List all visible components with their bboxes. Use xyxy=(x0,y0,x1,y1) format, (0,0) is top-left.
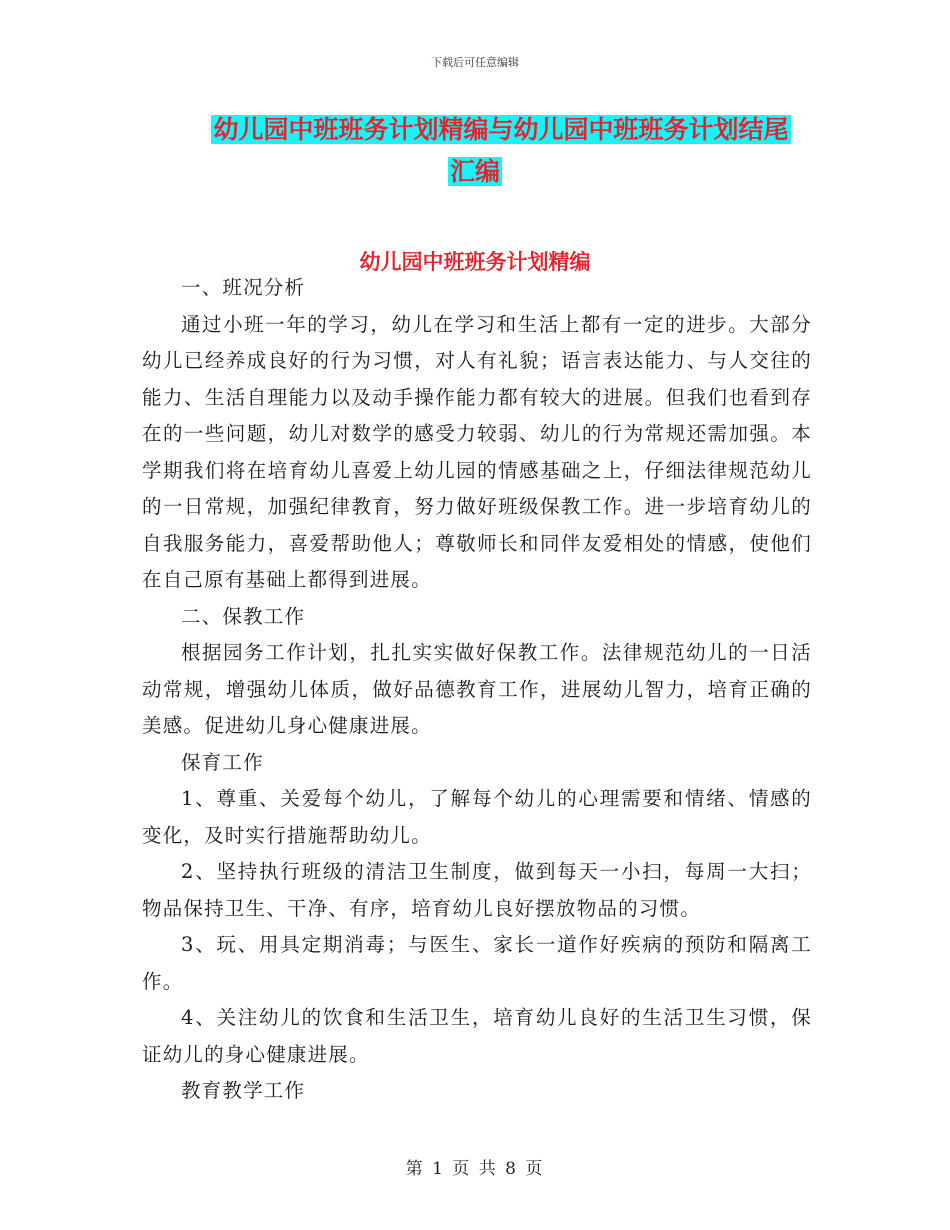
document-title-line-2 xyxy=(0,152,950,192)
document-title-text-2: 汇编 xyxy=(449,157,500,186)
paragraph-care-education: 根据园务工作计划，扎扎实实做好保教工作。法律规范幼儿的一日活动常规，增强幼儿体质，做好品德教育工作，进展幼儿智力，培育正确的美感。促进幼儿身心健康进展。 xyxy=(142,641,812,737)
list-item-nursing-3: 3、玩、用具定期消毒；与医生、家长一道作好疾病的预防和隔离工作。 xyxy=(142,933,812,993)
heading-class-analysis: 一、班况分析 xyxy=(181,276,306,299)
header-note: 下载后可任意编辑 xyxy=(431,56,519,69)
section-title: 幼儿园中班班务计划精编 xyxy=(359,250,591,274)
page-number-footer: 第 1 页 共 8 页 xyxy=(405,1159,545,1179)
list-item-nursing-4: 4、关注幼儿的饮食和生活卫生，培育幼儿良好的生活卫生习惯，保证幼儿的身心健康进展。 xyxy=(142,1006,812,1066)
paragraph-class-analysis: 通过小班一年的学习，幼儿在学习和生活上都有一定的进步。大部分幼儿已经养成良好的行为习惯，对人有礼貌；语言表达能力、与人交往的能力、生活自理能力以及动手操作能力都有较大的进展。但我们也看到存在的一些问题，幼儿对数学的感受力较弱、幼儿的行为常规还需加强。本学期我们将在培育幼儿喜爱上幼儿园的情感基础之上，仔细法律规范幼儿的一日常规，加强纪律教育，努力做好班级保教工作。进一步培育幼儿的自我服务能力，喜爱帮助他人；尊敬师长和同伴友爱相处的情感，使他们在自己原有基础上都得到进展。 xyxy=(142,312,812,591)
heading-care-education: 二、保教工作 xyxy=(181,604,306,628)
list-item-nursing-1: 1、尊重、关爱每个幼儿，了解每个幼儿的心理需要和情绪、情感的变化，及时实行措施帮助幼儿。 xyxy=(142,787,812,847)
heading-teaching-work: 教育教学工作 xyxy=(181,1079,306,1102)
document-title-line-1 xyxy=(26,110,950,150)
heading-nursing-work: 保育工作 xyxy=(181,750,264,774)
list-item-nursing-2: 2、坚持执行班级的清洁卫生制度，做到每天一小扫，每周一大扫；物品保持卫生、干净、有序，培育幼儿良好摆放物品的习惯。 xyxy=(142,860,812,920)
document-body xyxy=(142,270,812,1110)
document-title-text-1: 幼儿园中班班务计划精编与幼儿园中班班务计划结尾 xyxy=(213,115,789,144)
